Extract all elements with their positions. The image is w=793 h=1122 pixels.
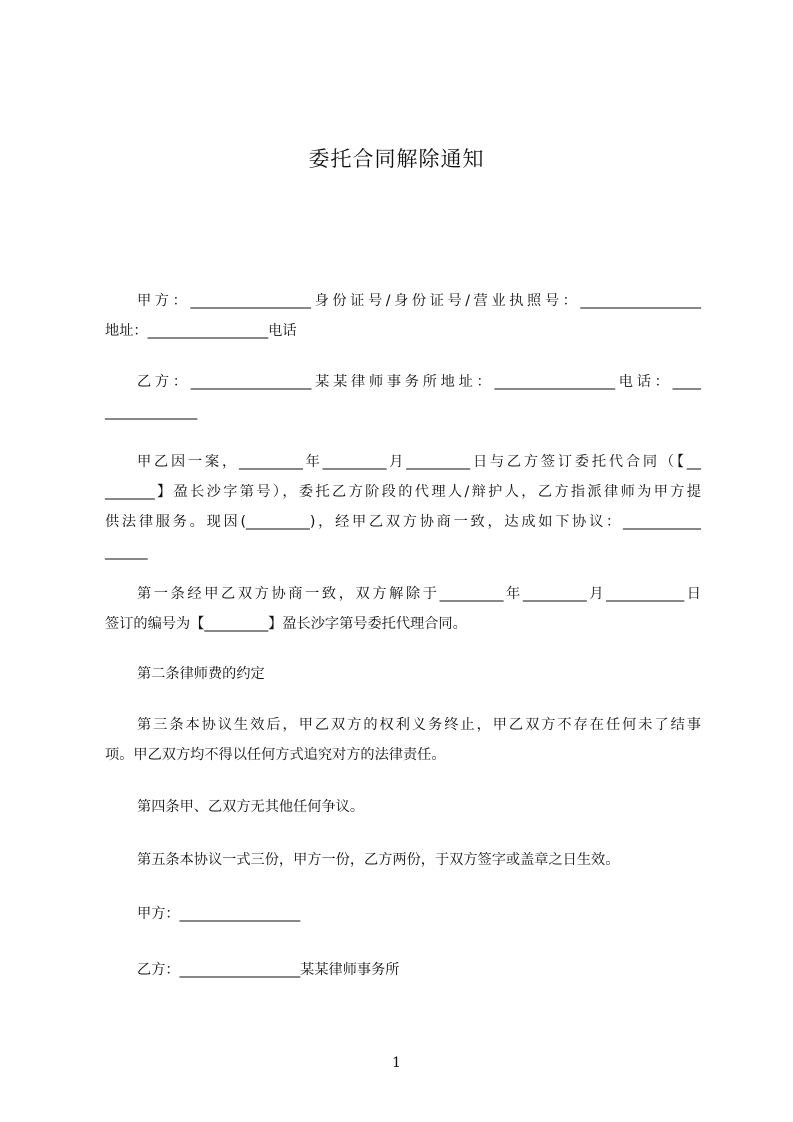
signature-party-b — [105, 955, 701, 985]
party-b-section — [105, 367, 701, 427]
signature-party-a — [105, 899, 701, 929]
article-2-line: 第二条律师费的约定 — [137, 666, 265, 682]
intro-paragraph — [105, 447, 701, 567]
article-3 — [105, 710, 701, 770]
intro-line-3: 供法律服务。现因(_________)，经甲乙双方协商一致，达成如下协议：___________ — [105, 514, 701, 530]
party-a-line-2: 地址：_________________电话 — [105, 323, 297, 339]
article-2 — [105, 659, 701, 689]
article-5 — [105, 845, 701, 875]
intro-line-2: _______】盈长沙字第号），委托乙方阶段的代理人/辩护人，乙方指派律师为甲方提 — [105, 484, 701, 500]
signature-party-b-line: 乙方：_________________某某律师事务所 — [137, 962, 400, 978]
article-3-line-2: 项。甲乙双方均不得以任何方式追究对方的法律责任。 — [105, 747, 446, 763]
party-a-section — [105, 286, 701, 346]
intro-line-4: ______ — [105, 544, 148, 560]
page-number: 1 — [392, 1055, 401, 1071]
article-1-line-2: 签订的编号为【_________】盈长沙字第号委托代理合同。 — [105, 616, 467, 632]
signature-party-a-line: 甲方：_________________ — [137, 906, 301, 922]
article-1-line-1: 第一条经甲乙双方协商一致，双方解除于_________年_________月___________日 — [137, 586, 701, 602]
party-b-line-2: _____________ — [105, 404, 198, 420]
intro-line-1: 甲乙因一案，_________年_________月_________日与乙方签订委托代合同（【__ — [137, 454, 701, 470]
party-b-line-1: 乙方：_________________某某律师事务所地址：_________________电话：____ — [137, 374, 701, 390]
article-4-line: 第四条甲、乙双方无其他任何争议。 — [137, 799, 365, 815]
article-5-line: 第五条本协议一式三份，甲方一份，乙方两份，于双方签字或盖章之日生效。 — [137, 852, 620, 868]
party-a-line-1: 甲方：_________________身份证号/身份证号/营业执照号：_________________ — [137, 293, 701, 309]
article-4 — [105, 792, 701, 822]
document-title: 委托合同解除通知 — [308, 147, 485, 171]
article-3-line-1: 第三条本协议生效后，甲乙双方的权利义务终止，甲乙双方不存在任何未了结事 — [137, 717, 701, 733]
article-1 — [105, 579, 701, 639]
